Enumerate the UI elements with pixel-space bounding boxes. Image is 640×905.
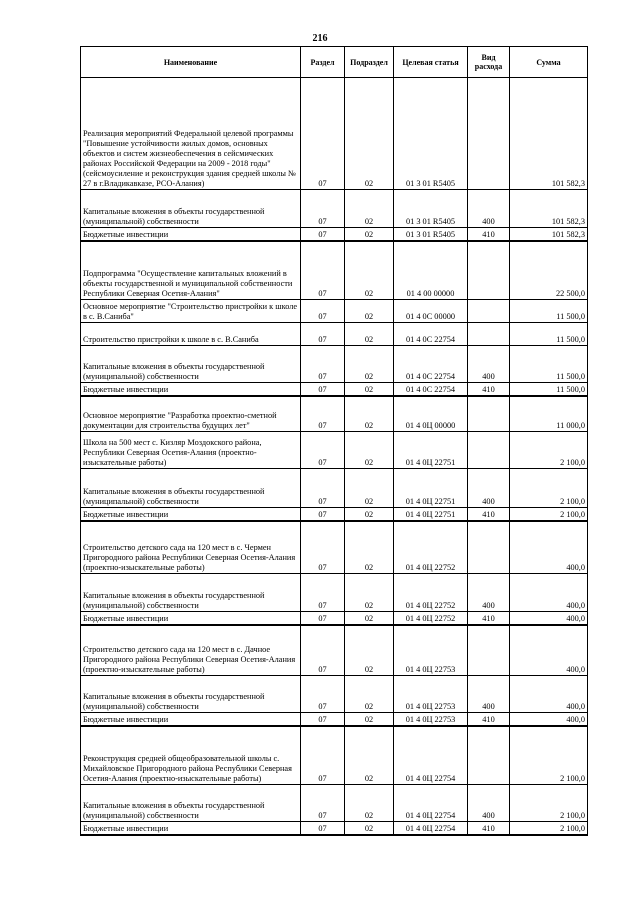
row-expense	[468, 432, 510, 469]
row-expense: 410	[468, 611, 510, 625]
row-expense: 400	[468, 345, 510, 382]
row-expense: 410	[468, 821, 510, 835]
row-expense: 410	[468, 382, 510, 396]
header-name: Наименование	[81, 47, 301, 78]
table-row	[81, 573, 588, 611]
row-subsection: 02	[345, 713, 394, 727]
row-target: 01 4 0Ц 22753	[394, 625, 468, 676]
row-expense: 400	[468, 676, 510, 713]
row-name: Подпрограмма "Осуществление капитальных вложений в объекты государственной и муниципальной собственности Республики Северная Осетия-Алания"	[81, 241, 301, 299]
table-row	[81, 713, 588, 727]
header-subsection: Подраздел	[345, 47, 394, 78]
row-sum: 101 582,3	[510, 228, 588, 242]
row-section: 07	[301, 322, 345, 345]
row-expense	[468, 521, 510, 573]
row-subsection: 02	[345, 784, 394, 821]
row-section: 07	[301, 190, 345, 228]
row-sum: 400,0	[510, 625, 588, 676]
table-row	[81, 521, 588, 573]
row-sum: 101 582,3	[510, 190, 588, 228]
row-subsection: 02	[345, 345, 394, 382]
header-target: Целевая статья	[394, 47, 468, 78]
row-sum: 400,0	[510, 573, 588, 611]
table-row	[81, 611, 588, 625]
table-row	[81, 676, 588, 713]
row-subsection: 02	[345, 821, 394, 835]
row-expense: 400	[468, 190, 510, 228]
row-target: 01 4 0Ц 22751	[394, 508, 468, 522]
row-sum: 22 500,0	[510, 241, 588, 299]
row-subsection: 02	[345, 322, 394, 345]
row-name: Капитальные вложения в объекты государственной (муниципальной) собственности	[81, 573, 301, 611]
row-target: 01 3 01 R5405	[394, 78, 468, 190]
row-subsection: 02	[345, 573, 394, 611]
row-subsection: 02	[345, 508, 394, 522]
row-target: 01 4 0Ц 22754	[394, 726, 468, 784]
row-name: Строительство детского сада на 120 мест в с. Дачное Пригородного района Республики Северная Осетия-Алания (проектно-изыскательные работы)	[81, 625, 301, 676]
row-section: 07	[301, 508, 345, 522]
table-body	[81, 78, 588, 836]
table-row	[81, 821, 588, 835]
row-sum: 2 100,0	[510, 726, 588, 784]
row-name: Строительство пристройки к школе в с. В.Саниба	[81, 322, 301, 345]
row-sum: 11 500,0	[510, 322, 588, 345]
row-sum: 2 100,0	[510, 821, 588, 835]
row-target: 01 4 0Ц 22754	[394, 784, 468, 821]
table-row	[81, 726, 588, 784]
row-name: Основное мероприятие "Строительство пристройки к школе в с. В.Саниба"	[81, 299, 301, 322]
row-target: 01 4 0Ц 22753	[394, 676, 468, 713]
row-target: 01 4 0Ц 22752	[394, 521, 468, 573]
row-target: 01 4 0С 22754	[394, 382, 468, 396]
row-name: Капитальные вложения в объекты государственной (муниципальной) собственности	[81, 784, 301, 821]
row-subsection: 02	[345, 469, 394, 508]
row-subsection: 02	[345, 241, 394, 299]
row-name: Основное мероприятие "Разработка проектно-сметной документации для строительства будущих лет"	[81, 396, 301, 432]
row-sum: 2 100,0	[510, 432, 588, 469]
row-sum: 400,0	[510, 521, 588, 573]
row-target: 01 4 0С 22754	[394, 345, 468, 382]
row-target: 01 4 00 00000	[394, 241, 468, 299]
row-target: 01 4 0С 00000	[394, 299, 468, 322]
row-section: 07	[301, 432, 345, 469]
row-subsection: 02	[345, 432, 394, 469]
row-expense: 400	[468, 573, 510, 611]
row-expense: 400	[468, 469, 510, 508]
row-section: 07	[301, 821, 345, 835]
budget-table	[80, 46, 588, 836]
row-target: 01 4 0Ц 22752	[394, 611, 468, 625]
table-row	[81, 241, 588, 299]
table-row	[81, 228, 588, 242]
row-target: 01 4 0Ц 22752	[394, 573, 468, 611]
row-section: 07	[301, 299, 345, 322]
row-name: Бюджетные инвестиции	[81, 382, 301, 396]
row-subsection: 02	[345, 611, 394, 625]
row-expense: 400	[468, 784, 510, 821]
row-section: 07	[301, 784, 345, 821]
row-sum: 11 500,0	[510, 382, 588, 396]
row-subsection: 02	[345, 382, 394, 396]
row-expense: 410	[468, 713, 510, 727]
header-section: Раздел	[301, 47, 345, 78]
row-name: Реализация мероприятий Федеральной целевой программы "Повышение устойчивости жилых домов, основных объектов и систем жизнеобеспечения в сейсмических районах Российской Федерации на 2009 - 2018 годы" (сейсмоусиление и реконструкция здания средней школы № 27 в г.Владикавказе, РСО-Алания)	[81, 78, 301, 190]
row-expense	[468, 726, 510, 784]
row-section: 07	[301, 396, 345, 432]
row-section: 07	[301, 611, 345, 625]
header-sum: Сумма	[510, 47, 588, 78]
row-sum: 11 000,0	[510, 396, 588, 432]
row-sum: 101 582,3	[510, 78, 588, 190]
row-subsection: 02	[345, 78, 394, 190]
table-row	[81, 78, 588, 190]
row-target: 01 4 0Ц 22753	[394, 713, 468, 727]
row-subsection: 02	[345, 521, 394, 573]
row-name: Капитальные вложения в объекты государственной (муниципальной) собственности	[81, 676, 301, 713]
row-expense: 410	[468, 228, 510, 242]
row-section: 07	[301, 521, 345, 573]
table-row	[81, 396, 588, 432]
row-section: 07	[301, 625, 345, 676]
row-subsection: 02	[345, 396, 394, 432]
row-target: 01 4 0Ц 22754	[394, 821, 468, 835]
row-section: 07	[301, 228, 345, 242]
table-row	[81, 299, 588, 322]
row-expense: 410	[468, 508, 510, 522]
row-section: 07	[301, 713, 345, 727]
row-subsection: 02	[345, 625, 394, 676]
row-expense	[468, 241, 510, 299]
row-target: 01 3 01 R5405	[394, 228, 468, 242]
table-header	[81, 47, 588, 78]
table-row	[81, 508, 588, 522]
row-sum: 400,0	[510, 713, 588, 727]
row-target: 01 4 0С 22754	[394, 322, 468, 345]
row-sum: 400,0	[510, 611, 588, 625]
row-name: Бюджетные инвестиции	[81, 611, 301, 625]
row-expense	[468, 78, 510, 190]
row-target: 01 3 01 R5405	[394, 190, 468, 228]
row-name: Капитальные вложения в объекты государственной (муниципальной) собственности	[81, 345, 301, 382]
row-sum: 2 100,0	[510, 784, 588, 821]
table-row	[81, 322, 588, 345]
row-name: Школа на 500 мест с. Кизляр Моздокского района, Республики Северная Осетия-Алания (проектно-изыскательные работы)	[81, 432, 301, 469]
row-name: Бюджетные инвестиции	[81, 508, 301, 522]
row-subsection: 02	[345, 726, 394, 784]
table-row	[81, 469, 588, 508]
row-sum: 2 100,0	[510, 508, 588, 522]
row-name: Строительство детского сада на 120 мест в с. Чермен Пригородного района Республики Северная Осетия-Алания (проектно-изыскательные работы)	[81, 521, 301, 573]
table-row	[81, 784, 588, 821]
row-expense	[468, 396, 510, 432]
row-expense	[468, 299, 510, 322]
row-sum: 11 500,0	[510, 299, 588, 322]
row-target: 01 4 0Ц 22751	[394, 469, 468, 508]
table-row	[81, 190, 588, 228]
row-name: Бюджетные инвестиции	[81, 228, 301, 242]
row-name: Реконструкция средней общеобразовательной школы с. Михайловское Пригородного района Республики Северная Осетия-Алания (проектно-изыскательные работы)	[81, 726, 301, 784]
row-expense	[468, 625, 510, 676]
page-number: 216	[312, 33, 328, 44]
table-row	[81, 432, 588, 469]
row-target: 01 4 0Ц 22751	[394, 432, 468, 469]
row-section: 07	[301, 345, 345, 382]
row-name: Капитальные вложения в объекты государственной (муниципальной) собственности	[81, 469, 301, 508]
table-row	[81, 345, 588, 382]
row-subsection: 02	[345, 676, 394, 713]
row-section: 07	[301, 382, 345, 396]
row-sum: 400,0	[510, 676, 588, 713]
row-sum: 2 100,0	[510, 469, 588, 508]
row-target: 01 4 0Ц 00000	[394, 396, 468, 432]
row-section: 07	[301, 726, 345, 784]
row-expense	[468, 322, 510, 345]
table-row	[81, 382, 588, 396]
row-subsection: 02	[345, 228, 394, 242]
row-name: Бюджетные инвестиции	[81, 821, 301, 835]
row-section: 07	[301, 469, 345, 508]
table-row	[81, 625, 588, 676]
row-section: 07	[301, 573, 345, 611]
row-section: 07	[301, 241, 345, 299]
row-name: Бюджетные инвестиции	[81, 713, 301, 727]
row-subsection: 02	[345, 190, 394, 228]
header-expense: Вид расхода	[468, 47, 510, 78]
row-name: Капитальные вложения в объекты государственной (муниципальной) собственности	[81, 190, 301, 228]
row-section: 07	[301, 78, 345, 190]
row-sum: 11 500,0	[510, 345, 588, 382]
row-section: 07	[301, 676, 345, 713]
row-subsection: 02	[345, 299, 394, 322]
